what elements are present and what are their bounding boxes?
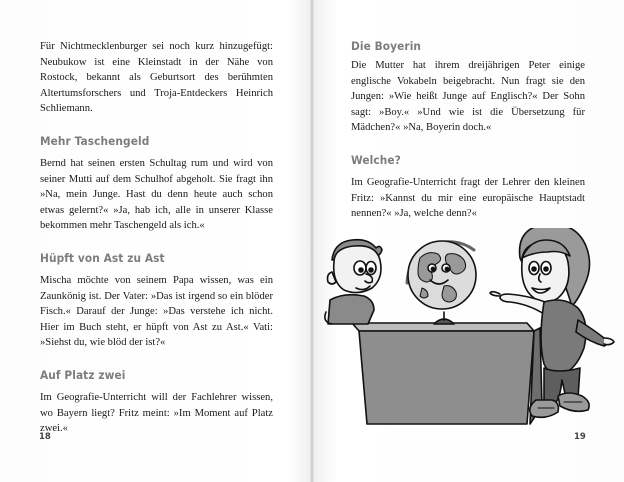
heading-mehr-taschengeld: Mehr Taschengeld [40,133,150,148]
heading-die-boyerin: Die Boyerin [351,39,422,53]
paragraph-mehr-taschengeld: Bernd hat seinen ersten Schultag rum und wird von seiner Mutti auf dem Schulhof abgeholt. Sie fragt ihn »Na, mein Junge. Hast du denn heute auch schon etwas gelernt?« »Ja, hab ich, alle in unserer Klasse bekommen mehr Taschengeld als ich.« [40,157,273,232]
left-text-column [40,39,273,437]
paragraph-welche: Im Geografie-Unterricht fragt der Lehrer den kleinen Fritz: »Kannst du mir eine europäische Hauptstadt nennen?« »Ja, welche denn?« [351,176,585,220]
intro-paragraph: Für Nichtmecklenburger sei noch kurz hinzugefügt: Neubukow ist eine Kleinstadt in der Nähe von Rostock, bekannt als Geburtsort des berühmten Altertumsforschers und Troja-Entdeckers Heinrich Schliemann. [40,41,273,115]
right-page [312,0,624,482]
paragraph-huepft-von-ast-zu-ast: Mischa möchte von seinem Papa wissen, was ein Zaunkönig ist. Der Vater: »Das ist irgend so ein blöder Fisch.« Darauf der Junge: »Das verstehe ich nicht. Hier im Buch steht, er hüpft von Ast zu Ast.« Vati: »Siehst du, wie blöd der ist?« [40,274,273,349]
cartoon-illustration [322,228,617,438]
page-number-left: 18 [39,432,51,442]
heading-auf-platz-zwei: Auf Platz zwei [40,367,126,382]
paragraph-auf-platz-zwei: Im Geografie-Unterricht will der Fachlehrer wissen, wo Bayern liegt? Fritz meint: »Im Moment auf Platz zwei.« [40,391,273,435]
paragraph-die-boyerin: Die Mutter hat ihrem dreijährigen Peter einige englische Vokabeln beigebracht. Nun fragt sie den Jungen: »Wie heißt Junge auf Englisch?« Der Sohn sagt: »Boy.« »Und wie ist die Übersetzung für Mädchen?« »Na, Boyerin doch.« [351,60,585,134]
page-number-right: 19 [574,432,586,442]
boy-figure [325,240,382,324]
desk-front [359,331,534,424]
heading-welche: Welche? [351,152,401,167]
right-text-column [351,39,585,222]
heading-huepft-von-ast-zu-ast: Hüpft von Ast zu Ast [40,250,165,265]
